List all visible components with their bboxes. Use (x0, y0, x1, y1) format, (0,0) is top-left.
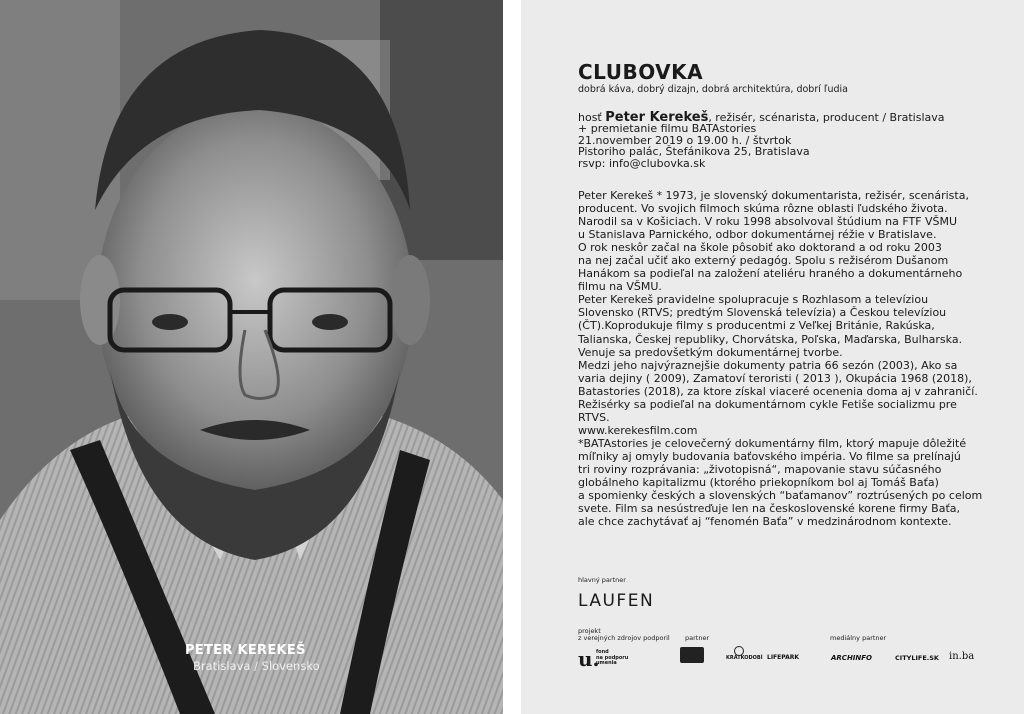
media-logo-archinfo: ARCHINFO (831, 654, 872, 662)
partner-logo-3: LIFEPARK (767, 654, 800, 661)
portrait-illustration (0, 0, 503, 714)
bio-line: Talianska, Českej republiky, Chorvátska, Poľska, Maďarska, Bulharska. (578, 332, 963, 346)
bio-line: míľniky aj omyly budovania baťovského impéria. Vo filme sa prelínajú (578, 449, 961, 463)
bio-line: a spomienky českých a slovenských “baťamanov” roztrúsených po celom (578, 489, 983, 503)
media-partner-label: mediálny partner (830, 634, 887, 642)
guest-prefix: hosť (578, 111, 606, 124)
bio-line: tri roviny rozprávania: „životopisná“, mapovanie stavu súčasného (578, 462, 942, 476)
fund-logo-text (596, 650, 628, 667)
event-details (578, 112, 1018, 169)
bio-line: Medzi jeho najvýraznejšie dokumenty patria 66 sezón (2003), Ako sa (578, 358, 958, 372)
bio-line: Slovensko (RTVS; predtým Slovenská televízia) a Českou televíziou (578, 306, 947, 320)
bio-line: O rok neskôr začal na škole pôsobiť ako doktorand a od roku 2003 (578, 241, 942, 255)
fund-text-2: na podporu (596, 654, 629, 661)
partner-label: partner (685, 634, 710, 642)
page-title: CLUBOVKA (578, 60, 704, 84)
public-funding-label-1: projekt (578, 627, 601, 635)
bio-line: Batastories (2018), za ktore získal viaceré ocenenia doma aj v zahraničí. (578, 384, 978, 398)
bio-line: svete. Film sa nesústreďuje len na československé korene firmy Baťa, (578, 502, 961, 516)
bio-line: ale chce zachytávať aj “fenomén Baťa” v medzinárodnom kontexte. (578, 515, 952, 529)
bio-line: producent. Vo svojich filmoch skúma rôzne oblasti ľudského života. (578, 202, 948, 216)
bio-line: filmu na VŠMU. (578, 280, 662, 294)
venue-line: Pistoriho palác, Štefánikova 25, Bratislava (578, 145, 810, 159)
portrait-name-caption: PETER KEREKEŠ (185, 643, 306, 658)
bio-line: Peter Kerekeš * 1973, je slovenský dokumentarista, režisér, scenárista, (578, 189, 969, 202)
date-line: 21.november 2019 o 19.00 h. / štvrtok (578, 133, 792, 147)
portrait-photo (0, 0, 503, 714)
media-logo-citylife: CITYLIFE.SK (895, 654, 939, 662)
bio-line: Hanákom sa podieľal na založení ateliéru hraného a dokumentárneho (578, 267, 963, 281)
bio-line: Narodil sa v Košiciach. V roku 1998 absolvoval štúdium na FTF VŠMU (578, 215, 958, 229)
bio-line: *BATAstories je celovečerný dokumentárny film, ktorý mapuje dôležité (578, 436, 967, 450)
event-info-panel (521, 0, 1024, 714)
bio-line: na nej začal učiť ako externý pedagóg. Spolu s režisérom Dušanom (578, 254, 949, 268)
partner-logo-2-mark (734, 646, 744, 656)
bio-line: u Stanislava Parnického, odbor dokumentárnej réžie v Bratislave. (578, 228, 937, 242)
bio-line[interactable]: www.kerekesfilm.com (578, 423, 698, 437)
biography-text (578, 189, 1018, 528)
bio-line: globálneho kapitalizmu (ktorého priekopníkom bol aj Tomáš Baťa) (578, 476, 939, 490)
bio-line: Režisérky sa podieľal na dokumentárnom cykle Fetiše socializmu pre (578, 397, 957, 411)
public-funding-label-2: z verejných zdrojov podporil (578, 634, 670, 642)
bio-line: RTVS. (578, 410, 610, 424)
laufen-logo: LAUFEN (578, 591, 655, 611)
guest-name: Peter Kerekeš (605, 110, 709, 125)
fund-text-1: fond (596, 649, 609, 655)
bio-line: Venuje sa predovšetkým dokumentárnej tvorbe. (578, 345, 843, 359)
fund-text-3: umenia (596, 660, 617, 666)
portrait-place-caption: Bratislava / Slovensko (193, 659, 320, 673)
partner-logo-1 (680, 647, 704, 663)
bio-line: Peter Kerekeš pravidelne spolupracuje s Rozhlasom a televíziou (578, 293, 929, 307)
bio-line: varia dejiny ( 2009), Zamatoví teroristi ( 2013 ), Okupácia 1968 (2018), (578, 371, 972, 385)
film-line: + premietanie filmu BATAstories (578, 122, 757, 136)
guest-suffix: , režisér, scénarista, producent / Bratislava (708, 111, 945, 124)
partner-logo-2: KRÁTKODOBÍ (726, 655, 763, 661)
media-logo-inba: in.ba (949, 651, 975, 662)
fund-logo-mark: u. (578, 647, 600, 671)
rsvp-line: rsvp: info@clubovka.sk (578, 156, 706, 170)
main-partner-label: hlavný partner (578, 576, 626, 584)
bio-line: (ČT).Koprodukuje filmy s producentmi z Veľkej Británie, Rakúska, (578, 319, 935, 333)
tagline: dobrá káva, dobrý dizajn, dobrá architektúra, dobrí ľudia (578, 84, 848, 95)
